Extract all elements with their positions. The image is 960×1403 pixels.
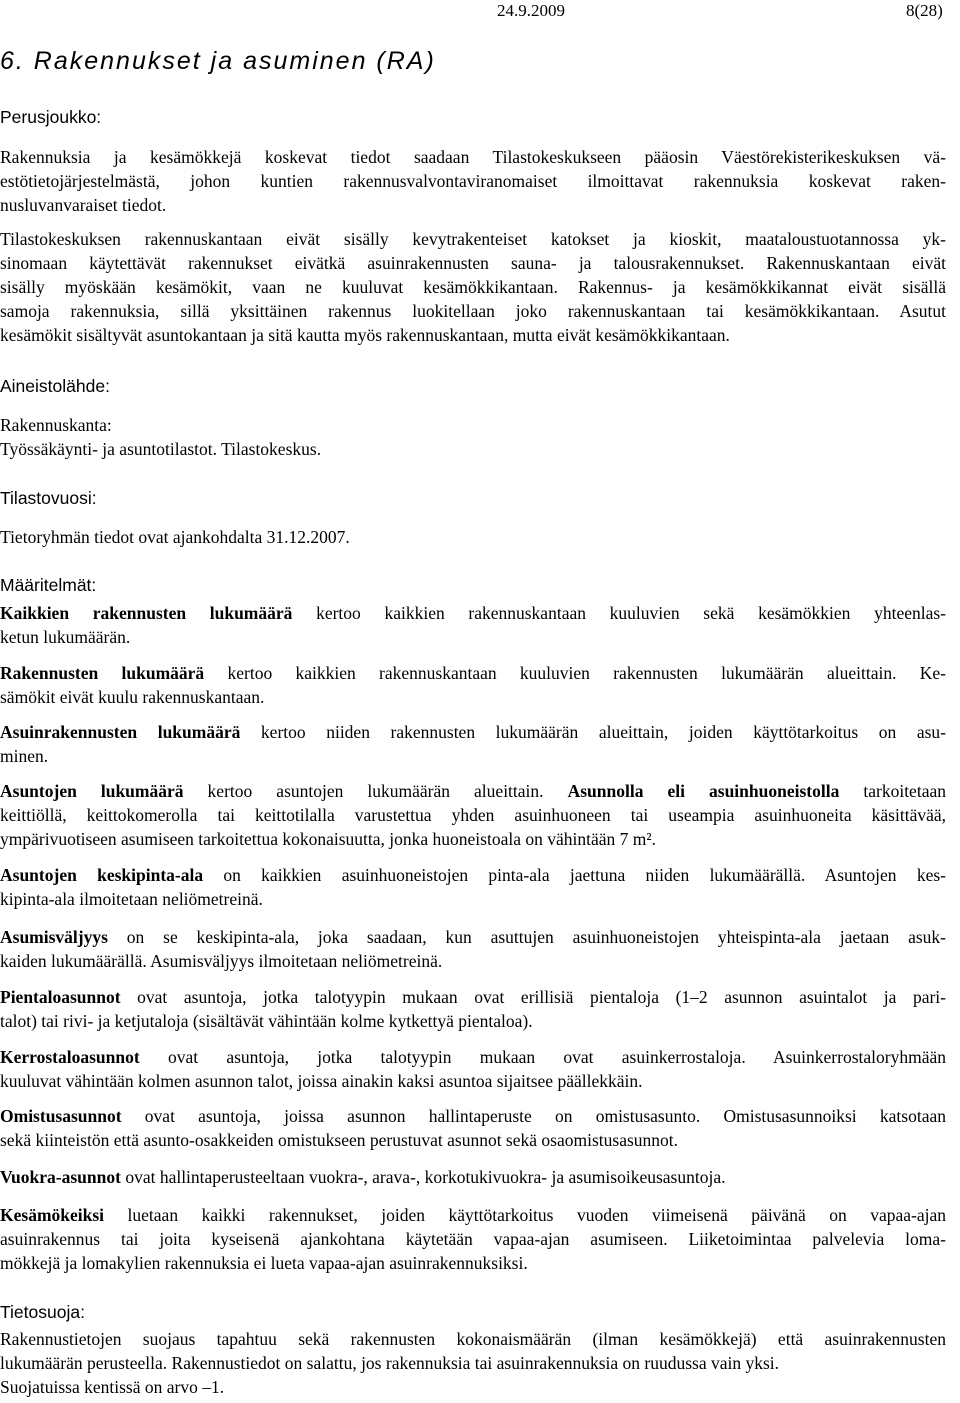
definition-line <box>0 926 946 948</box>
definition-term: Vuokra-asunnot <box>0 1167 121 1187</box>
definition-line <box>0 602 946 624</box>
definition-line <box>0 721 946 743</box>
definition-line: mökkejä ja lomakylien rakennuksia ei lueta vapaa-ajan asuinrakennuksiksi. <box>0 1253 528 1273</box>
definition-line: talot) tai rivi- ja ketjutaloja (sisältävät vähintään kolme kytkettyä pientaloa). <box>0 1011 533 1031</box>
paragraph-line: Rakennuksia ja kesämökkejä koskevat tiedot saadaan Tilastokeskukseen pääosin Väestörekisterikeskuksen vä- <box>0 147 946 167</box>
definition-text: ovat asuntoja, jotka talotyypin mukaan ovat asuinkerrostaloja. Asuinkerrostaloryhmään <box>139 1047 946 1067</box>
definition-line: ympärivuotiseen asumiseen tarkoitettua kokonaisuutta, jonka huoneistoala on vähintään 7 m². <box>0 829 656 849</box>
definition-line: sämökit eivät kuulu rakennuskantaan. <box>0 687 265 707</box>
definition-term: Asumisväljyys <box>0 927 108 947</box>
heading-perusjoukko: Perusjoukko: <box>0 107 102 127</box>
heading-aineistolahde: Aineistolähde: <box>0 376 110 396</box>
paragraph-line: samoja rakennuksia, sillä yksittäinen rakennus luokitellaan joko rakennuskantaan tai kesämökkikantaan. Asutut <box>0 301 946 321</box>
definition-line: kuuluvat vähintään kolmen asunnon talot, joissa ainakin kaksi asuntoa sijaitsee päällekkäin. <box>0 1071 643 1091</box>
heading-tilastovuosi: Tilastovuosi: <box>0 488 97 508</box>
definition-line <box>0 864 946 886</box>
definition-text: ovat asuntoja, joissa asunnon hallintaperuste on omistusasunto. Omistusasunnoiksi katsotaan <box>121 1106 946 1126</box>
definition-line: ketun lukumäärän. <box>0 627 131 647</box>
definition-text: kertoo kaikkien rakennuskantaan kuuluvien sekä kesämökkien yhteenlas- <box>292 603 946 623</box>
paragraph-line: Työssäkäynti- ja asuntotilastot. Tilastokeskus. <box>0 439 322 459</box>
definition-line: asuinrakennus tai joita kyseisenä ajankohtana käytetään vapaa-ajan asumiseen. Liiketoimintaa palvelevia loma- <box>0 1229 946 1249</box>
paragraph-line: Tietoryhmän tiedot ovat ajankohdalta 31.12.2007. <box>0 527 350 547</box>
heading-tietosuoja: Tietosuoja: <box>0 1302 85 1322</box>
definition-line <box>0 1166 725 1188</box>
chapter-title: 6. Rakennukset ja asuminen (RA) <box>0 47 436 75</box>
definition-term: Kerrostaloasunnot <box>0 1047 140 1067</box>
paragraph-line: sinomaan käytettävät rakennukset eivätkä asuinrakennusten sauna- ja talousrakennukset. Rakennuskantaan eivät <box>0 253 946 273</box>
definition-line <box>0 662 946 684</box>
definition-text: ovat asuntoja, jotka talotyypin mukaan ovat erillisiä pientaloja (1–2 asunnon asuintalot ja pari- <box>120 987 946 1007</box>
definition-term: Pientaloasunnot <box>0 987 121 1007</box>
definition-text: kertoo asuntojen lukumäärän alueittain. <box>183 781 568 801</box>
paragraph-line: Suojatuissa kentissä on arvo –1. <box>0 1377 225 1397</box>
definition-term: Omistusasunnot <box>0 1106 122 1126</box>
definition-text: on se keskipinta-ala, joka saadaan, kun asuttujen asuinhuoneistojen yhteispinta-ala jaetaan asuk- <box>107 927 946 947</box>
definition-line: kipinta-ala ilmoitetaan neliömetreinä. <box>0 889 263 909</box>
definition-line <box>0 780 946 802</box>
definition-term: Asuntojen keskipinta-ala <box>0 865 204 885</box>
paragraph-line: kesämökit sisältyvät asuntokantaan ja sitä kautta myös rakennuskantaan, mutta eivät kesämökkikantaan. <box>0 325 730 345</box>
heading-maaritelmat: Määritelmät: <box>0 575 97 595</box>
definition-text: ovat hallintaperusteeltaan vuokra-, arava-, korkotukivuokra- ja asumisoikeusasuntoja. <box>120 1167 726 1187</box>
paragraph-line: nusluvanvaraiset tiedot. <box>0 195 167 215</box>
definition-term: Asuinrakennusten lukumäärä <box>0 722 241 742</box>
paragraph-line: estötietojärjestelmästä, johon kuntien rakennusvalvontaviranomaiset ilmoittavat rakennuksia koskevat raken- <box>0 171 946 191</box>
definition-text: luetaan kaikki rakennukset, joiden käyttötarkoitus vuoden viimeisenä päivänä on vapaa-ajan <box>104 1205 946 1225</box>
definition-term: Rakennusten lukumäärä <box>0 663 205 683</box>
definition-term: Kaikkien rakennusten lukumäärä <box>0 603 293 623</box>
definition-line: minen. <box>0 746 49 766</box>
header-date: 24.9.2009 <box>497 1 565 20</box>
definition-line: kaiden lukumäärällä. Asumisväljyys ilmoitetaan neliömetreinä. <box>0 951 443 971</box>
paragraph-line: Rakennustietojen suojaus tapahtuu sekä rakennusten kokonaismäärän (ilman kesämökkejä) että asuinrakennusten <box>0 1329 946 1349</box>
definition-line: sekä kiinteistön että asunto-osakkeiden omistukseen perustuvat asunnot sekä osaomistusasunnot. <box>0 1130 679 1150</box>
paragraph-line: sisälly myöskään kesämökit, vaan ne kuuluvat kesämökkikantaan. Rakennus- ja kesämökkikannat eivät sisällä <box>0 277 946 297</box>
paragraph-line: lukumäärän perusteella. Rakennustiedot on salattu, jos rakennuksia tai asuinrakennuksia on ruudussa vain yksi. <box>0 1353 780 1373</box>
page-number: 8(28) <box>906 1 943 20</box>
definition-line <box>0 1204 946 1226</box>
definition-term: Asunnolla eli asuinhuoneistolla <box>567 781 840 801</box>
definition-text: kertoo niiden rakennusten lukumäärän alueittain, joiden käyttötarkoitus on asu- <box>240 722 946 742</box>
definition-text: tarkoitetaan <box>839 781 946 801</box>
definition-text: kertoo kaikkien rakennuskantaan kuuluvien rakennusten lukumäärän alueittain. Ke- <box>204 663 946 683</box>
definition-text: on kaikkien asuinhuoneistojen pinta-ala jaettuna niiden lukumäärällä. Asuntojen kes- <box>203 865 946 885</box>
paragraph-line: Rakennuskanta: <box>0 415 112 435</box>
definition-line <box>0 986 946 1008</box>
definition-line: keittiöllä, keittokomerolla tai keittotilalla varustettua yhden asuinhuoneen tai useampia asuinhuoneita käsittävää, <box>0 805 946 825</box>
definition-term: Kesämökeiksi <box>0 1205 105 1225</box>
definition-line <box>0 1046 946 1068</box>
definition-line <box>0 1105 946 1127</box>
definition-term: Asuntojen lukumäärä <box>0 781 184 801</box>
paragraph-line: Tilastokeskuksen rakennuskantaan eivät sisälly kevytrakenteiset katokset ja kioskit, maataloustuotannossa yk- <box>0 229 946 249</box>
